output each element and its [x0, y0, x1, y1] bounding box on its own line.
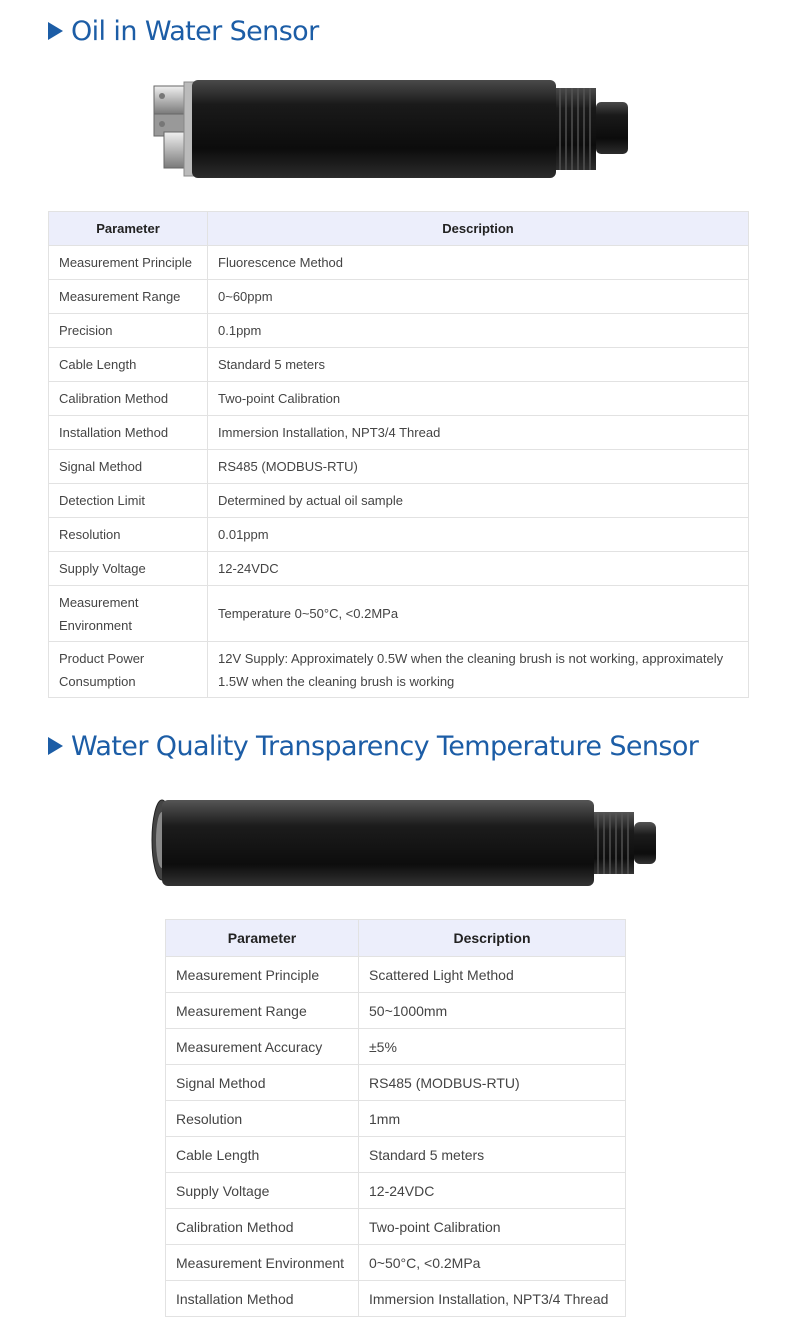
parameter-cell: Measurement Environment — [166, 1245, 359, 1281]
description-cell: RS485 (MODBUS-RTU) — [208, 450, 749, 484]
description-cell: Two-point Calibration — [208, 382, 749, 416]
parameter-cell: Detection Limit — [49, 484, 208, 518]
description-cell: Scattered Light Method — [359, 957, 626, 993]
section-title-text: Water Quality Transparency Temperature Sensor — [71, 730, 699, 762]
table-row — [166, 1209, 626, 1245]
table-row — [166, 1173, 626, 1209]
parameter-cell: Resolution — [49, 518, 208, 552]
table-row — [49, 382, 749, 416]
parameter-header: Parameter — [166, 920, 359, 957]
parameter-cell: Measurement Range — [166, 993, 359, 1029]
description-cell: 0~50°C, <0.2MPa — [359, 1245, 626, 1281]
table-row — [166, 1065, 626, 1101]
table-row — [49, 552, 749, 586]
parameter-cell: Measurement Accuracy — [166, 1029, 359, 1065]
parameter-cell: Signal Method — [49, 450, 208, 484]
description-cell: 0.1ppm — [208, 314, 749, 348]
description-cell: Two-point Calibration — [359, 1209, 626, 1245]
parameter-cell: Measurement Range — [49, 280, 208, 314]
description-header: Description — [208, 212, 749, 246]
parameter-header: Parameter — [49, 212, 208, 246]
description-cell: Determined by actual oil sample — [208, 484, 749, 518]
table-row — [49, 280, 749, 314]
table-row — [49, 484, 749, 518]
description-cell: 0.01ppm — [208, 518, 749, 552]
section-title-transparency-sensor — [48, 729, 698, 763]
table-row — [166, 1029, 626, 1065]
table-row — [166, 993, 626, 1029]
table-row — [49, 518, 749, 552]
table-header-row — [49, 212, 749, 246]
table-header-row — [166, 920, 626, 957]
description-cell: Immersion Installation, NPT3/4 Thread — [208, 416, 749, 450]
table-row — [49, 586, 749, 642]
section-title-oil-sensor — [48, 14, 319, 48]
description-cell: 12V Supply: Approximately 0.5W when the cleaning brush is not working, approximately 1.5W when the cleaning brush is working — [208, 642, 749, 698]
description-cell: 12-24VDC — [208, 552, 749, 586]
description-header: Description — [359, 920, 626, 957]
parameter-cell: Product Power Consumption — [49, 642, 208, 698]
parameter-cell: Measurement Principle — [49, 246, 208, 280]
table-row — [166, 957, 626, 993]
triangle-bullet-icon — [48, 737, 63, 755]
description-cell: 1mm — [359, 1101, 626, 1137]
table-row — [166, 1137, 626, 1173]
parameter-cell: Signal Method — [166, 1065, 359, 1101]
description-cell: Fluorescence Method — [208, 246, 749, 280]
triangle-bullet-icon — [48, 22, 63, 40]
table-row — [49, 642, 749, 698]
parameter-cell: Resolution — [166, 1101, 359, 1137]
description-cell: Standard 5 meters — [359, 1137, 626, 1173]
parameter-cell: Cable Length — [166, 1137, 359, 1173]
description-cell: RS485 (MODBUS-RTU) — [359, 1065, 626, 1101]
parameter-cell: Measurement Principle — [166, 957, 359, 993]
section-title-text: Oil in Water Sensor — [71, 15, 319, 47]
transparency-sensor-spec-table — [165, 919, 626, 1317]
description-cell: 0~60ppm — [208, 280, 749, 314]
description-cell: Standard 5 meters — [208, 348, 749, 382]
parameter-cell: Cable Length — [49, 348, 208, 382]
parameter-cell: Calibration Method — [166, 1209, 359, 1245]
description-cell: Immersion Installation, NPT3/4 Thread — [359, 1281, 626, 1317]
parameter-cell: Measurement Environment — [49, 586, 208, 642]
description-cell: 50~1000mm — [359, 993, 626, 1029]
table-row — [166, 1281, 626, 1317]
table-row — [49, 450, 749, 484]
table-row — [49, 416, 749, 450]
description-cell: ±5% — [359, 1029, 626, 1065]
parameter-cell: Calibration Method — [49, 382, 208, 416]
parameter-cell: Installation Method — [166, 1281, 359, 1317]
oil-sensor-spec-table — [48, 211, 749, 698]
description-cell: Temperature 0~50°C, <0.2MPa — [208, 586, 749, 642]
table-row — [49, 348, 749, 382]
parameter-cell: Precision — [49, 314, 208, 348]
parameter-cell: Supply Voltage — [166, 1173, 359, 1209]
description-cell: 12-24VDC — [359, 1173, 626, 1209]
table-row — [166, 1245, 626, 1281]
parameter-cell: Supply Voltage — [49, 552, 208, 586]
table-row — [166, 1101, 626, 1137]
parameter-cell: Installation Method — [49, 416, 208, 450]
oil-sensor-image — [150, 74, 630, 184]
transparency-sensor-image — [148, 790, 658, 894]
table-row — [49, 314, 749, 348]
table-row — [49, 246, 749, 280]
